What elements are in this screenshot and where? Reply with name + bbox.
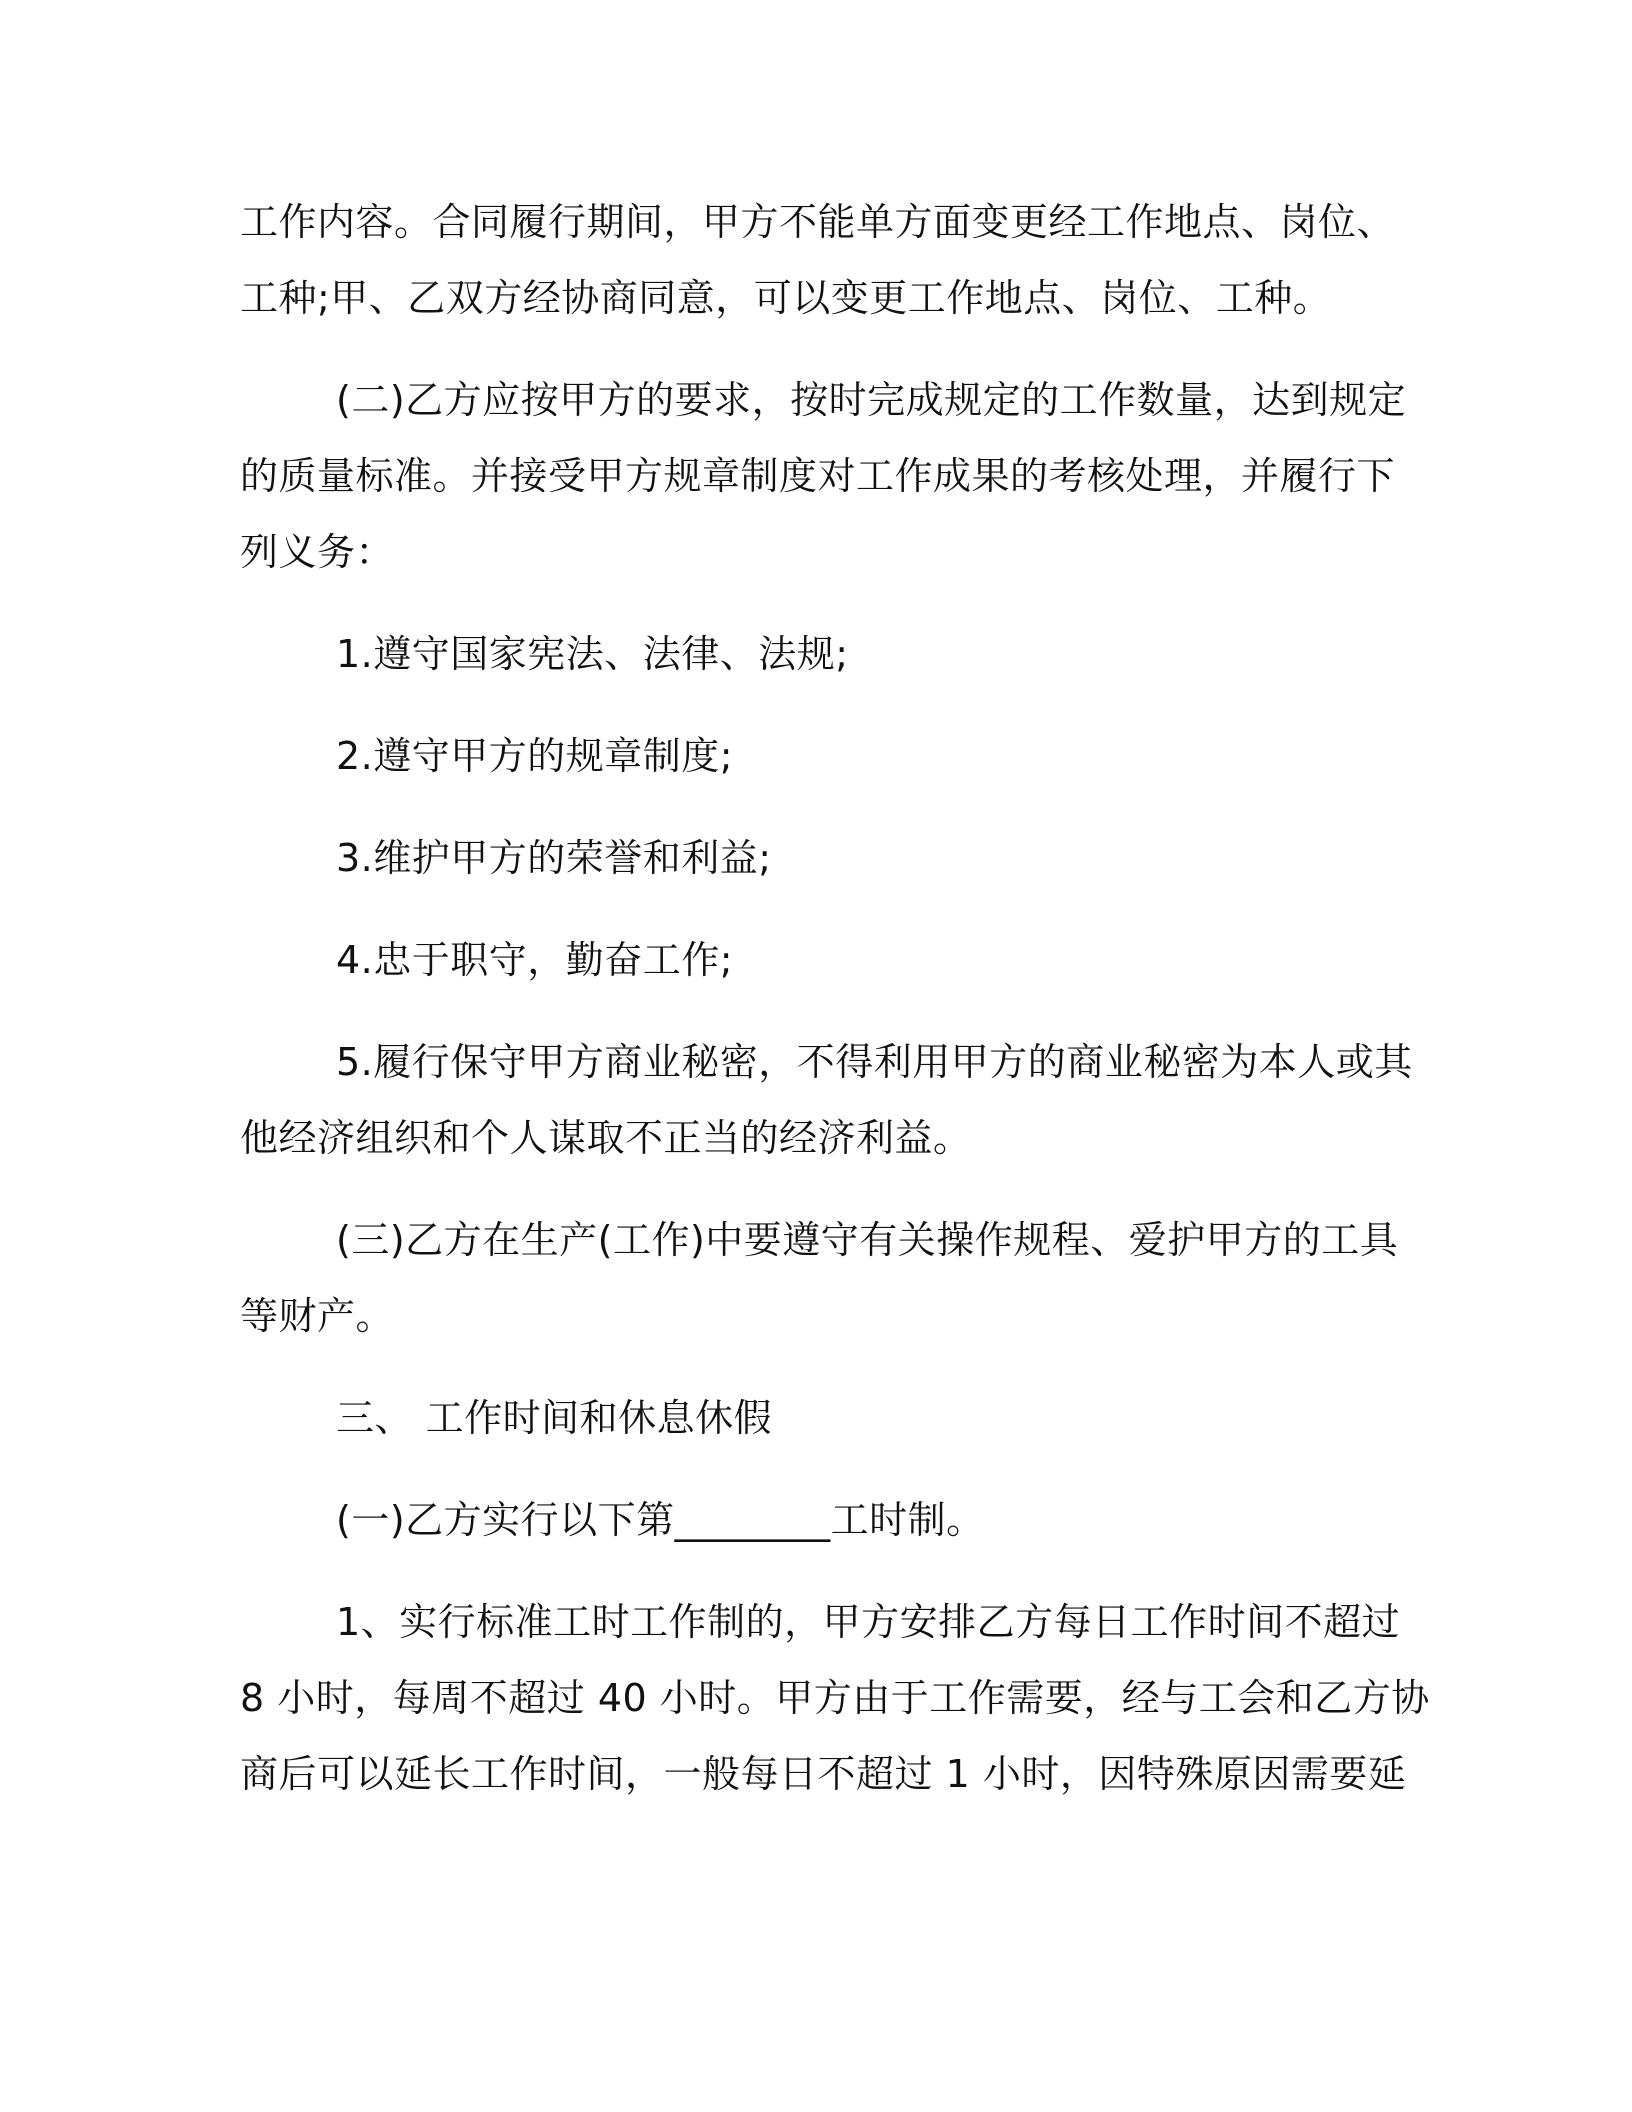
text-line: 商后可以延长工作时间，一般每日不超过 1 小时，因特殊原因需要延 (240, 1752, 1407, 1796)
text-line: 等财产。 (240, 1294, 395, 1338)
text-line: 工种;甲、乙双方经协商同意，可以变更工作地点、岗位、工种。 (240, 276, 1332, 320)
paragraph-start-line: (一)乙方实行以下第________工时制。 (336, 1498, 985, 1542)
list-item-line: 1.遵守国家宪法、法律、法规; (336, 632, 849, 676)
text-line: 8 小时，每周不超过 40 小时。甲方由于工作需要，经与工会和乙方协 (240, 1676, 1430, 1720)
list-item-line: 4.忠于职守，勤奋工作; (336, 938, 734, 982)
list-item-line: 5.履行保守甲方商业秘密，不得利用甲方的商业秘密为本人或其 (336, 1040, 1413, 1084)
text-line: 列义务： (240, 530, 395, 574)
paragraph-start-line: (二)乙方应按甲方的要求，按时完成规定的工作数量，达到规定 (336, 378, 1407, 422)
section-heading: 三、 工作时间和休息休假 (336, 1396, 773, 1440)
text-line: 的质量标准。并接受甲方规章制度对工作成果的考核处理，并履行下 (240, 454, 1396, 498)
paragraph-start-line: (三)乙方在生产(工作)中要遵守有关操作规程、爱护甲方的工具 (336, 1218, 1399, 1262)
text-line: 工作内容。合同履行期间，甲方不能单方面变更经工作地点、岗位、 (240, 200, 1396, 244)
list-item-line: 2.遵守甲方的规章制度; (336, 734, 734, 778)
paragraph-start-line: 1、实行标准工时工作制的，甲方安排乙方每日工作时间不超过 (336, 1600, 1401, 1644)
list-item-line: 3.维护甲方的荣誉和利益; (336, 836, 772, 880)
text-line: 他经济组织和个人谋取不正当的经济利益。 (240, 1116, 972, 1160)
